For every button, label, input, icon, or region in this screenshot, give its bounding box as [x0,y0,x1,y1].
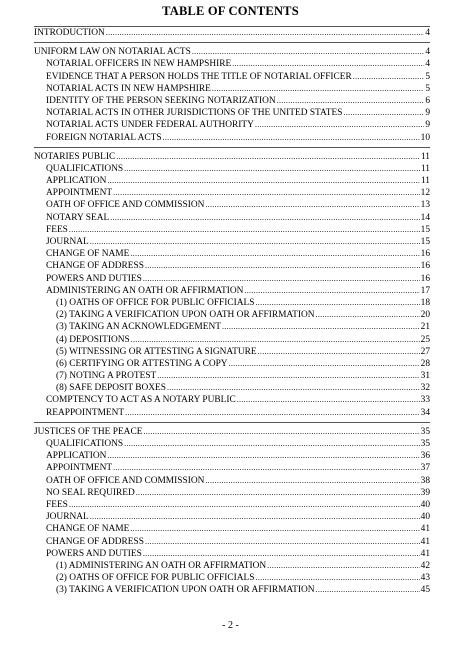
toc-entry-page-number: 35 [420,426,430,437]
toc-entry-label: APPLICATION [46,176,107,187]
toc-entry-page-number: 40 [420,499,430,510]
toc-entry-page-number: 45 [420,585,430,596]
toc-entry[interactable] [34,394,430,406]
toc-entry-label: JOURNAL [46,237,89,247]
toc-entry-page-number: 20 [420,310,430,321]
toc-entry[interactable] [34,83,430,95]
toc-entry-page-number: 41 [420,536,430,547]
dot-leader [143,548,420,560]
toc-entry[interactable] [34,499,430,511]
toc-entry[interactable] [34,187,430,199]
toc-entry-label: (5) WITNESSING OR ATTESTING A SIGNATURE [56,346,257,357]
toc-section [34,151,430,423]
dot-leader [316,309,420,321]
dot-leader [258,346,420,358]
toc-entry-label: CHANGE OF ADDRESS [46,536,144,547]
toc-section [34,26,430,43]
toc-entry-page-number: 4 [425,59,430,70]
dot-leader [143,273,420,285]
toc-entry-label: NOTARIAL ACTS IN NEW HAMPSHIRE [46,83,211,94]
toc-entry[interactable] [34,346,430,358]
toc-entry[interactable] [34,487,430,499]
dot-leader [107,175,420,187]
toc-entry-label: NOTARIAL ACTS IN OTHER JURISDICTIONS OF THE UNITED STATES [46,108,343,119]
toc-entry-page-number: 34 [420,407,430,418]
page-number-footer: - 2 - [222,620,239,631]
toc-entry[interactable] [34,382,430,394]
toc-entry[interactable] [34,236,430,248]
dot-leader [130,523,419,535]
dot-leader [110,212,419,224]
toc-entry-page-number: 41 [420,548,430,559]
toc-entry-label: QUALIFICATIONS [46,439,124,449]
dot-leader [145,260,420,272]
toc-entry[interactable] [34,407,430,419]
toc-entry-page-number: 38 [420,475,430,486]
toc-entry[interactable] [34,163,430,175]
toc-entry[interactable] [34,450,430,462]
toc-entry-page-number: 10 [420,132,430,143]
dot-leader [90,236,420,248]
toc-entry[interactable] [34,309,430,321]
toc-entry-label: JOURNAL [46,512,89,523]
dot-leader [130,248,419,260]
toc-entry-page-number: 39 [420,487,430,498]
toc-entry[interactable] [34,212,430,224]
toc-entry-page-number: 16 [420,261,430,272]
toc-entry-page-number: 37 [420,463,430,474]
toc-entry-page-number: 31 [420,371,430,382]
toc-entry[interactable] [34,548,430,560]
dot-leader [244,285,419,297]
toc-entry-label: INTRODUCTION [34,28,105,38]
toc-entry-page-number: 5 [425,83,430,94]
dot-leader [353,71,425,83]
toc-entry-page-number: 5 [425,71,430,82]
toc-entry-label: OATH OF OFFICE AND COMMISSION [46,475,205,486]
toc-entry-page-number: 11 [420,163,430,174]
dot-leader [229,358,420,370]
toc-entry-label: NOTARY SEAL [46,212,110,223]
toc-entry-label: FEES [46,499,68,510]
toc-entry-page-number: 35 [420,439,430,449]
toc-entry[interactable] [34,334,430,346]
toc-entry[interactable] [34,285,430,297]
toc-entry-page-number: 4 [425,47,430,58]
toc-entry-page-number: 41 [420,524,430,535]
toc-entry-label: COMPTENCY TO ACT AS A NOTARY PUBLIC [46,395,236,406]
toc-entry-label: (2) OATHS OF OFFICE FOR PUBLIC OFFICIALS [56,573,255,584]
toc-entry-page-number: 32 [420,383,430,394]
toc-entry-page-number: 14 [420,212,430,223]
toc-entry-label: APPOINTMENT [46,188,113,199]
toc-section [34,426,430,600]
toc-entry[interactable] [34,46,430,58]
dot-leader [267,560,419,572]
toc-entry[interactable] [34,175,430,187]
toc-entry-label: (3) TAKING A VERIFICATION UPON OATH OR AFFIRMATION [56,585,315,596]
dot-leader [124,438,420,450]
toc-entry[interactable] [34,523,430,535]
toc-entry-label: (4) DEPOSITIONS [56,334,130,345]
toc-entry[interactable] [34,151,430,163]
dot-leader [167,382,420,394]
toc-entry-label: (6) CERTIFYING OR ATTESTING A COPY [56,358,228,369]
toc-entry-label: CHANGE OF NAME [46,524,130,535]
dot-leader [124,163,420,175]
toc-entry[interactable] [34,224,430,236]
toc-entry-label: (2) TAKING A VERIFICATION UPON OATH OR AFFIRMATION [56,310,315,321]
toc-entry-page-number: 4 [425,28,430,38]
dot-leader [222,321,420,333]
toc-entry-page-number: 17 [420,285,430,296]
toc-entry-page-number: 15 [420,224,430,235]
toc-entry-page-number: 27 [420,346,430,357]
toc-section [34,46,430,148]
toc-entry-page-number: 6 [425,95,430,106]
toc-entry[interactable] [34,426,430,438]
toc-entry[interactable] [34,438,430,450]
dot-leader [255,297,419,309]
dot-leader [69,499,420,511]
toc-entry[interactable] [34,358,430,370]
dot-leader [255,572,419,584]
toc-entry[interactable] [34,584,430,596]
toc-entry-label: UNIFORM LAW ON NOTARIAL ACTS [34,47,191,58]
toc-entry-page-number: 12 [420,188,430,199]
toc-entry[interactable] [34,511,430,523]
toc-entry-label: CHANGE OF NAME [46,249,130,260]
toc-entry-label: CHANGE OF ADDRESS [46,261,144,272]
toc-entry[interactable] [34,248,430,260]
dot-leader [205,475,419,487]
dot-leader [255,119,424,131]
toc-entry-page-number: 25 [420,334,430,345]
toc-entry-label: (3) TAKING AN ACKNOWLEDGEMENT [56,322,221,333]
toc-entry-label: IDENTITY OF THE PERSON SEEKING NOTARIZATION [46,95,276,106]
toc-entry-label: (1) ADMINISTERING AN OATH OR AFFIRMATION [56,560,267,571]
dot-leader [277,95,425,107]
toc-entry-label: REAPPOINTMENT [46,407,125,418]
toc-entry[interactable] [34,260,430,272]
toc-entry[interactable] [34,321,430,333]
toc-entry-page-number: 42 [420,560,430,571]
dot-leader [145,536,420,548]
dot-leader [106,27,424,39]
toc-entry[interactable] [34,462,430,474]
toc-entry[interactable] [34,199,430,211]
dot-leader [116,151,420,163]
toc-entry-page-number: 11 [420,176,430,187]
toc-entry[interactable] [34,119,430,131]
dot-leader [316,584,420,596]
toc-entry-label: NOTARIES PUBLIC [34,151,116,162]
toc-entry-label: QUALIFICATIONS [46,163,124,174]
toc-entry-page-number: 28 [420,358,430,369]
toc-entry-page-number: 16 [420,273,430,284]
table-of-contents [34,26,430,602]
toc-entry-page-number: 21 [420,322,430,333]
toc-entry-label: FOREIGN NOTARIAL ACTS [46,132,162,143]
toc-entry-label: (8) SAFE DEPOSIT BOXES [56,383,166,394]
dot-leader [232,58,424,70]
toc-entry-page-number: 15 [420,237,430,247]
dot-leader [125,407,419,419]
toc-entry[interactable] [34,107,430,119]
toc-entry-label: ADMINISTERING AN OATH OR AFFIRMATION [46,285,244,296]
toc-entry-page-number: 9 [425,108,430,119]
toc-entry-label: POWERS AND DUTIES [46,548,142,559]
toc-entry-page-number: 11 [420,151,430,162]
toc-entry-page-number: 18 [420,297,430,308]
dot-leader [343,107,424,119]
toc-entry-page-number: 9 [425,120,430,131]
dot-leader [90,511,420,523]
dot-leader [113,187,419,199]
toc-entry[interactable] [34,58,430,70]
toc-entry[interactable] [34,572,430,584]
toc-entry-label: NO SEAL REQUIRED [46,487,135,498]
toc-entry-label: APPLICATION [46,451,107,462]
toc-entry-page-number: 40 [420,512,430,523]
toc-entry[interactable] [34,132,430,144]
dot-leader [163,132,420,144]
toc-entry-label: (7) NOTING A PROTEST [56,371,157,382]
toc-entry-page-number: 16 [420,249,430,260]
toc-entry-label: OATH OF OFFICE AND COMMISSION [46,200,205,211]
dot-leader [113,462,419,474]
toc-entry[interactable] [34,475,430,487]
toc-entry-label: APPOINTMENT [46,463,113,474]
toc-entry[interactable] [34,27,430,39]
dot-leader [136,487,420,499]
dot-leader [192,46,424,58]
dot-leader [237,394,420,406]
page-title: TABLE OF CONTENTS [162,4,299,18]
dot-leader [131,334,420,346]
toc-entry-page-number: 36 [420,451,430,462]
dot-leader [205,199,419,211]
toc-entry-label: JUSTICES OF THE PEACE [34,426,143,437]
toc-entry[interactable] [34,95,430,107]
toc-entry-label: EVIDENCE THAT A PERSON HOLDS THE TITLE OF NOTARIAL OFFICER [46,71,352,82]
toc-entry[interactable] [34,273,430,285]
toc-entry-label: NOTARIAL OFFICERS IN NEW HAMPSHIRE [46,59,232,70]
toc-entry-label: FEES [46,224,68,235]
toc-entry[interactable] [34,370,430,382]
toc-entry-page-number: 43 [420,573,430,584]
dot-leader [157,370,419,382]
toc-entry[interactable] [34,297,430,309]
toc-entry[interactable] [34,71,430,83]
toc-entry-page-number: 33 [420,395,430,406]
toc-entry[interactable] [34,560,430,572]
toc-entry[interactable] [34,536,430,548]
toc-entry-page-number: 13 [420,200,430,211]
dot-leader [212,83,424,95]
toc-entry-label: NOTARIAL ACTS UNDER FEDERAL AUTHORITY [46,120,254,131]
dot-leader [107,450,419,462]
toc-entry-label: (1) OATHS OF OFFICE FOR PUBLIC OFFICIALS [56,297,255,308]
dot-leader [143,426,419,438]
toc-entry-label: POWERS AND DUTIES [46,273,142,284]
dot-leader [69,224,420,236]
